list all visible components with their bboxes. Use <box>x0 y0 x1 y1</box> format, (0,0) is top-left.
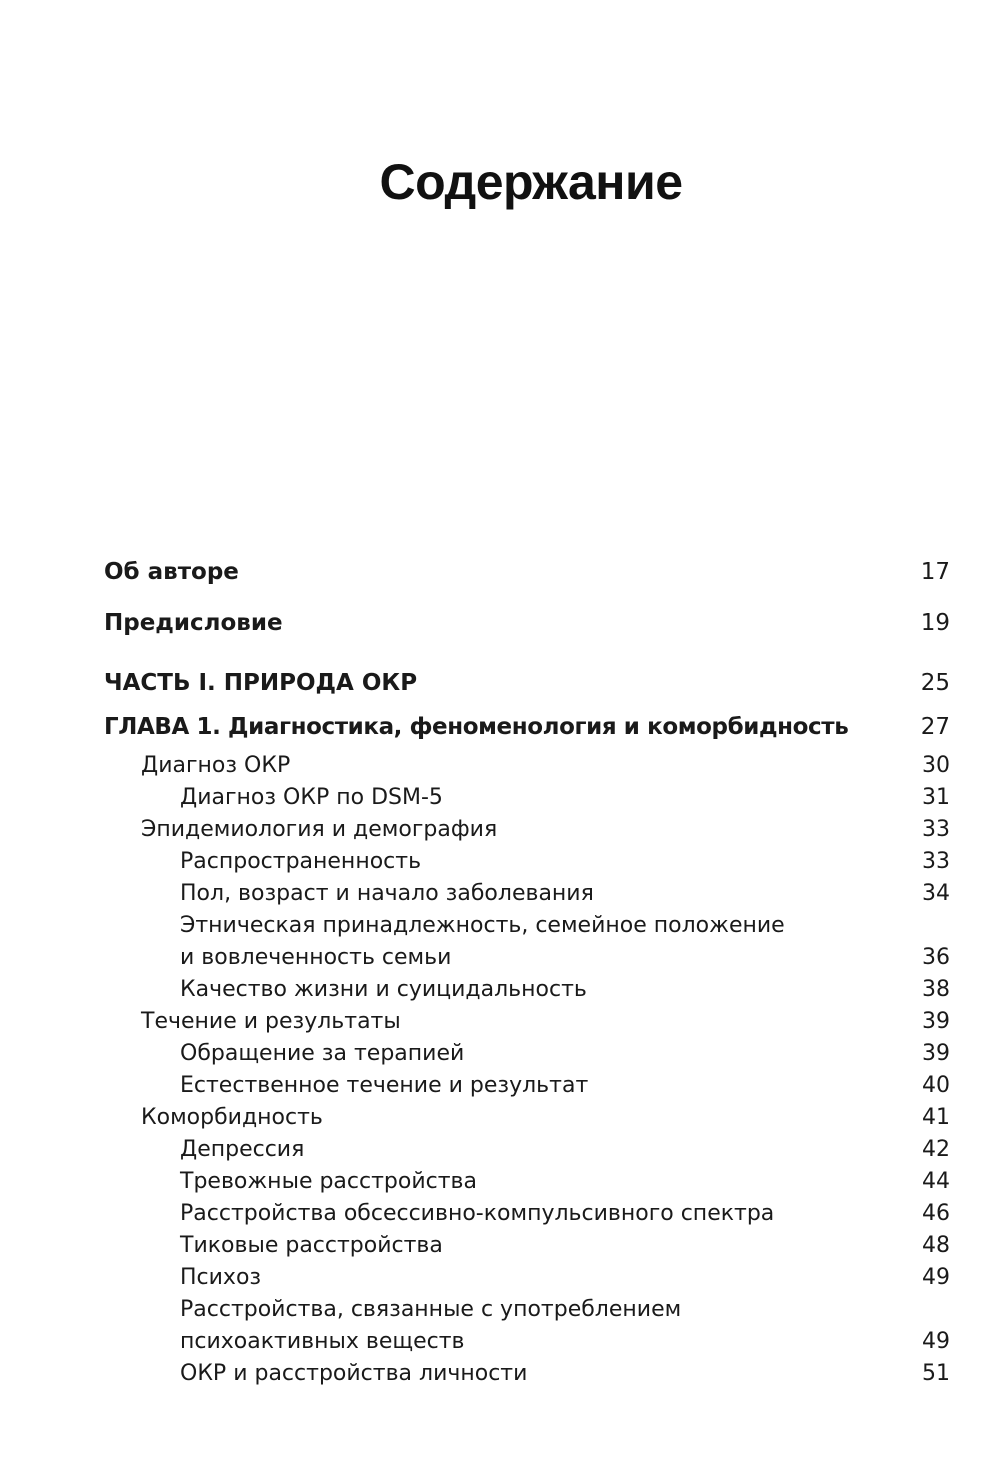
toc-page-number: 49 <box>922 1265 950 1290</box>
toc-page-number: 41 <box>922 1105 950 1130</box>
toc-label: Депрессия <box>180 1137 305 1162</box>
toc-page-number: 46 <box>922 1201 950 1226</box>
toc-page-number: 49 <box>922 1329 950 1354</box>
toc-label: Качество жизни и суицидальность <box>180 977 587 1002</box>
toc-page-number: 36 <box>922 945 950 970</box>
toc-page-number: 27 <box>920 714 950 740</box>
toc-label: и вовлеченность семьи <box>180 945 452 970</box>
toc-label: Расстройства, связанные с употреблением <box>180 1297 682 1322</box>
toc-label: Тревожные расстройства <box>180 1169 477 1194</box>
toc-label: Эпидемиология и демография <box>141 817 498 842</box>
toc-page-number: 40 <box>922 1073 950 1098</box>
toc-label: Предисловие <box>104 610 283 636</box>
toc-page-number: 38 <box>922 977 950 1002</box>
toc-page-number: 31 <box>922 785 950 810</box>
toc-page-number: 39 <box>922 1041 950 1066</box>
toc-page-number: 34 <box>922 881 950 906</box>
toc-label: Пол, возраст и начало заболевания <box>180 881 594 906</box>
toc-page-number: 51 <box>922 1361 950 1386</box>
toc-label: Течение и результаты <box>141 1009 401 1034</box>
toc-label: ОКР и расстройства личности <box>180 1361 528 1386</box>
toc-page-number: 42 <box>922 1137 950 1162</box>
toc-page-number: 48 <box>922 1233 950 1258</box>
toc-label: Тиковые расстройства <box>180 1233 443 1258</box>
page-title: Содержание <box>379 154 683 210</box>
toc-label: Обращение за терапией <box>180 1041 465 1066</box>
toc-label: Естественное течение и результат <box>180 1073 589 1098</box>
toc-label: Диагноз ОКР по DSM-5 <box>180 785 443 810</box>
toc-label: Расстройства обсессивно-компульсивного спектра <box>180 1201 775 1226</box>
toc-page-number: 44 <box>922 1169 950 1194</box>
toc-page-number: 19 <box>920 610 950 636</box>
toc-label: психоактивных веществ <box>180 1329 465 1354</box>
toc-page-number: 39 <box>922 1009 950 1034</box>
toc-label: Об авторе <box>104 559 239 585</box>
toc-page-number: 25 <box>920 670 950 696</box>
toc-page-number: 17 <box>920 559 950 585</box>
toc-label: ГЛАВА 1. Диагностика, феноменология и коморбидность <box>104 714 849 740</box>
toc-label: Коморбидность <box>141 1105 323 1130</box>
toc-label: Распространенность <box>180 849 422 874</box>
toc-label: Этническая принадлежность, семейное положение <box>180 913 785 938</box>
toc-page-number: 33 <box>922 849 950 874</box>
toc-page-number: 30 <box>922 753 950 778</box>
toc-page-number: 33 <box>922 817 950 842</box>
toc-label: Диагноз ОКР <box>141 753 291 778</box>
toc-label: Психоз <box>180 1265 262 1290</box>
toc-label: ЧАСТЬ I. ПРИРОДА ОКР <box>104 670 418 696</box>
